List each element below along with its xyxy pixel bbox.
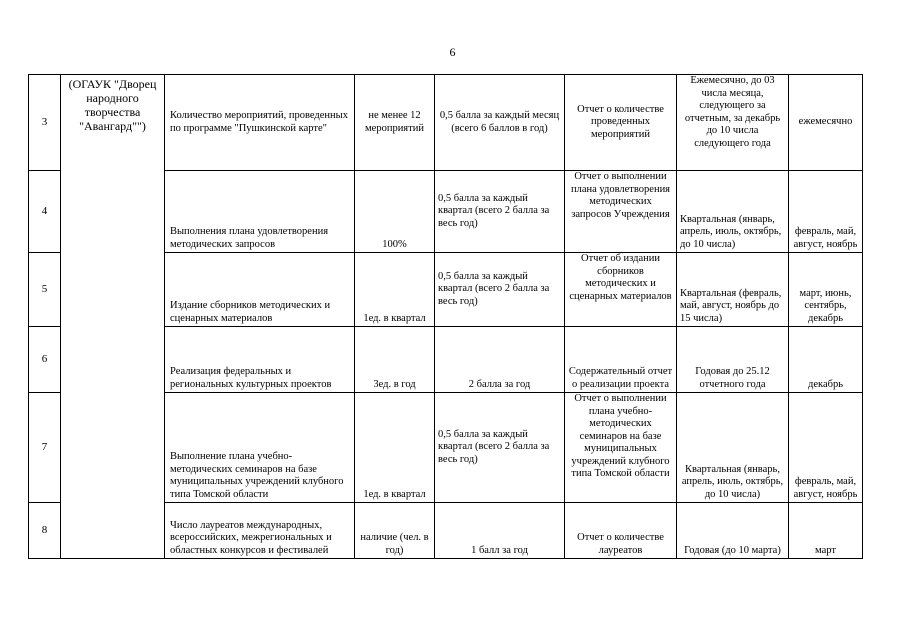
points-cell: 1 балл за год	[435, 503, 565, 559]
months-cell: март	[789, 503, 863, 559]
indicator-cell: Издание сборников методических и сценарных материалов	[165, 253, 355, 327]
report-form-cell: Отчет об издании сборников методических и сценарных материалов	[565, 253, 677, 327]
row-number: 5	[29, 253, 61, 327]
months-cell: декабрь	[789, 327, 863, 393]
report-form-cell: Отчет о количестве проведенных мероприятий	[565, 75, 677, 171]
row-number: 7	[29, 393, 61, 503]
indicator-cell: Выполнение плана учебно-методических семинаров на базе муниципальных учреждений клубного типа Томской области	[165, 393, 355, 503]
report-form-cell: Отчет о количестве лауреатов	[565, 503, 677, 559]
points-cell: 2 балла за год	[435, 327, 565, 393]
points-cell: 0,5 балла за каждый квартал (всего 2 балла за весь год)	[435, 171, 565, 253]
deadline-cell: Квартальная (январь, апрель, июль, октябрь, до 10 числа)	[677, 393, 789, 503]
indicator-cell: Число лауреатов международных, всероссийских, межрегиональных и областных конкурсов и фестивалей	[165, 503, 355, 559]
row-number: 6	[29, 327, 61, 393]
report-form-cell: Отчет о выполнении плана учебно-методических семинаров на базе муниципальных учреждений клубного типа Томской области	[565, 393, 677, 503]
report-form-cell: Отчет о выполнении плана удовлетворения методических запросов Учреждения	[565, 171, 677, 253]
indicator-cell: Выполнения плана удовлетворения методических запросов	[165, 171, 355, 253]
points-cell: 0,5 балла за каждый квартал (всего 2 балла за весь год)	[435, 393, 565, 503]
deadline-cell: Годовая до 25.12 отчетного года	[677, 327, 789, 393]
deadline-cell: Годовая (до 10 марта)	[677, 503, 789, 559]
target-value-cell: наличие (чел. в год)	[355, 503, 435, 559]
target-value-cell: 3ед. в год	[355, 327, 435, 393]
target-value-cell: 1ед. в квартал	[355, 393, 435, 503]
months-cell: ежемесячно	[789, 75, 863, 171]
target-value-cell: 1ед. в квартал	[355, 253, 435, 327]
points-cell: 0,5 балла за каждый месяц (всего 6 баллов в год)	[435, 75, 565, 171]
deadline-cell: Квартальная (февраль, май, август, ноябрь до 15 числа)	[677, 253, 789, 327]
report-form-cell: Содержательный отчет о реализации проекта	[565, 327, 677, 393]
row-number: 3	[29, 75, 61, 171]
points-cell: 0,5 балла за каждый квартал (всего 2 балла за весь год)	[435, 253, 565, 327]
months-cell: февраль, май, август, ноябрь	[789, 393, 863, 503]
months-cell: февраль, май, август, ноябрь	[789, 171, 863, 253]
row-number: 8	[29, 503, 61, 559]
organization-name: (ОГАУК "Дворец народного творчества "Авангард"")	[61, 75, 165, 559]
target-value-cell: 100%	[355, 171, 435, 253]
indicator-cell: Количество мероприятий, проведенных по программе "Пушкинской карте"	[165, 75, 355, 171]
table-row	[29, 75, 863, 171]
indicator-cell: Реализация федеральных и региональных культурных проектов	[165, 327, 355, 393]
target-value-cell: не менее 12 мероприятий	[355, 75, 435, 171]
deadline-cell: Квартальная (январь, апрель, июль, октябрь, до 10 числа)	[677, 171, 789, 253]
deadline-cell: Ежемесячно, до 03 числа месяца, следующего за отчетным, за декабрь до 10 числа следующего года	[677, 75, 789, 171]
months-cell: март, июнь, сентябрь, декабрь	[789, 253, 863, 327]
indicators-table	[28, 74, 863, 559]
page-number: 6	[449, 45, 456, 59]
row-number: 4	[29, 171, 61, 253]
